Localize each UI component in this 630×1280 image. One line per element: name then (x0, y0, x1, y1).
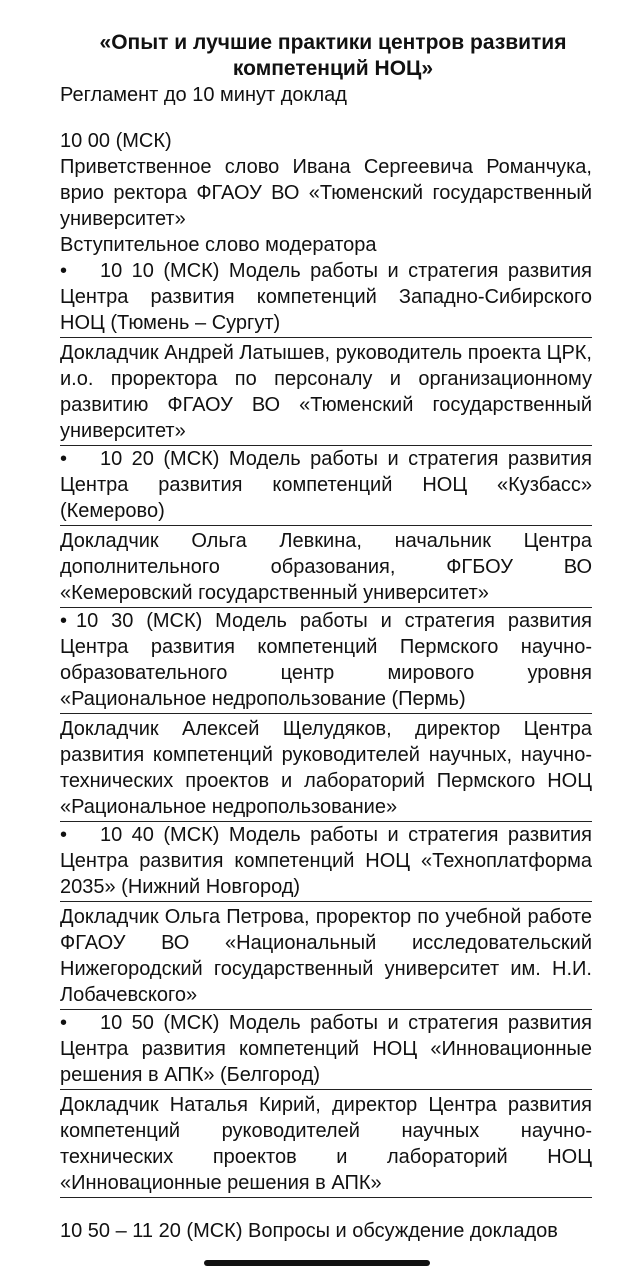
talk-topic-text: 10 50 (МСК) Модель работы и стратегия развития Центра развития компетенций НОЦ «Инновационные решения в АПК» (Белгород) (60, 1012, 592, 1086)
talk-topic (60, 822, 592, 902)
talk-speaker: Докладчик Ольга Петрова, проректор по учебной работе ФГАОУ ВО «Национальный исследовательский Нижегородский государственный университет им. Н.И. Лобачевского» (60, 902, 592, 1010)
closing-discussion: 10 50 – 11 20 (МСК) Вопросы и обсуждение докладов (60, 1220, 558, 1242)
regulation-note: Регламент до 10 минут доклад (60, 84, 347, 106)
bullet-icon: • (60, 1012, 68, 1034)
talk-topic-text: 10 40 (МСК) Модель работы и стратегия развития Центра развития компетенций НОЦ «Техноплатформа 2035» (Нижний Новгород) (60, 824, 592, 898)
opening-greeting: Приветственное слово Ивана Сергеевича Романчука, врио ректора ФГАОУ ВО «Тюменский государственный университет» (60, 156, 592, 230)
talk-topic-text: 10 10 (МСК) Модель работы и стратегия развития Центра развития компетенций Западно-Сибирского НОЦ (Тюмень – Сургут) (60, 260, 592, 334)
talk-topic (60, 608, 592, 714)
bullet-icon: • (60, 610, 68, 632)
talk-speaker: Докладчик Наталья Кирий, директор Центра развития компетенций руководителей научных научно-технических проектов и лабораторий НОЦ «Инновационные решения в АПК» (60, 1090, 592, 1198)
home-indicator[interactable] (204, 1260, 430, 1266)
bullet-icon: • (60, 824, 68, 846)
spacer (60, 1198, 592, 1218)
moderator-intro: Вступительное слово модератора (60, 234, 377, 256)
program-document (60, 30, 592, 1244)
bullet-icon: • (60, 448, 68, 470)
talk-topic (60, 258, 592, 338)
document-title: «Опыт и лучшие практики центров развития компетенций НОЦ» (99, 31, 567, 80)
talk-topic-text: 10 20 (МСК) Модель работы и стратегия развития Центра развития компетенций НОЦ «Кузбасс» (Кемерово) (60, 448, 592, 522)
talk-speaker: Докладчик Алексей Щелудяков, директор Центра развития компетенций руководителей научных, научно-технических проектов и лабораторий Пермского НОЦ «Рациональное недропользование» (60, 714, 592, 822)
talk-speaker: Докладчик Андрей Латышев, руководитель проекта ЦРК, и.о. проректора по персоналу и организационному развитию ФГАОУ ВО «Тюменский государственный университет» (60, 338, 592, 446)
bullet-icon: • (60, 260, 68, 282)
talk-topic-text: 10 30 (МСК) Модель работы и стратегия развития Центра развития компетенций Пермского научно-образовательного центр мирового уровня «Рациональное недропользование (Пермь) (60, 610, 592, 710)
opening-time: 10 00 (МСК) (60, 130, 172, 152)
spacer (60, 108, 592, 128)
talk-topic (60, 446, 592, 526)
talk-speaker: Докладчик Ольга Левкина, начальник Центра дополнительного образования, ФГБОУ ВО «Кемеровский государственный университет» (60, 526, 592, 608)
talk-topic (60, 1010, 592, 1090)
